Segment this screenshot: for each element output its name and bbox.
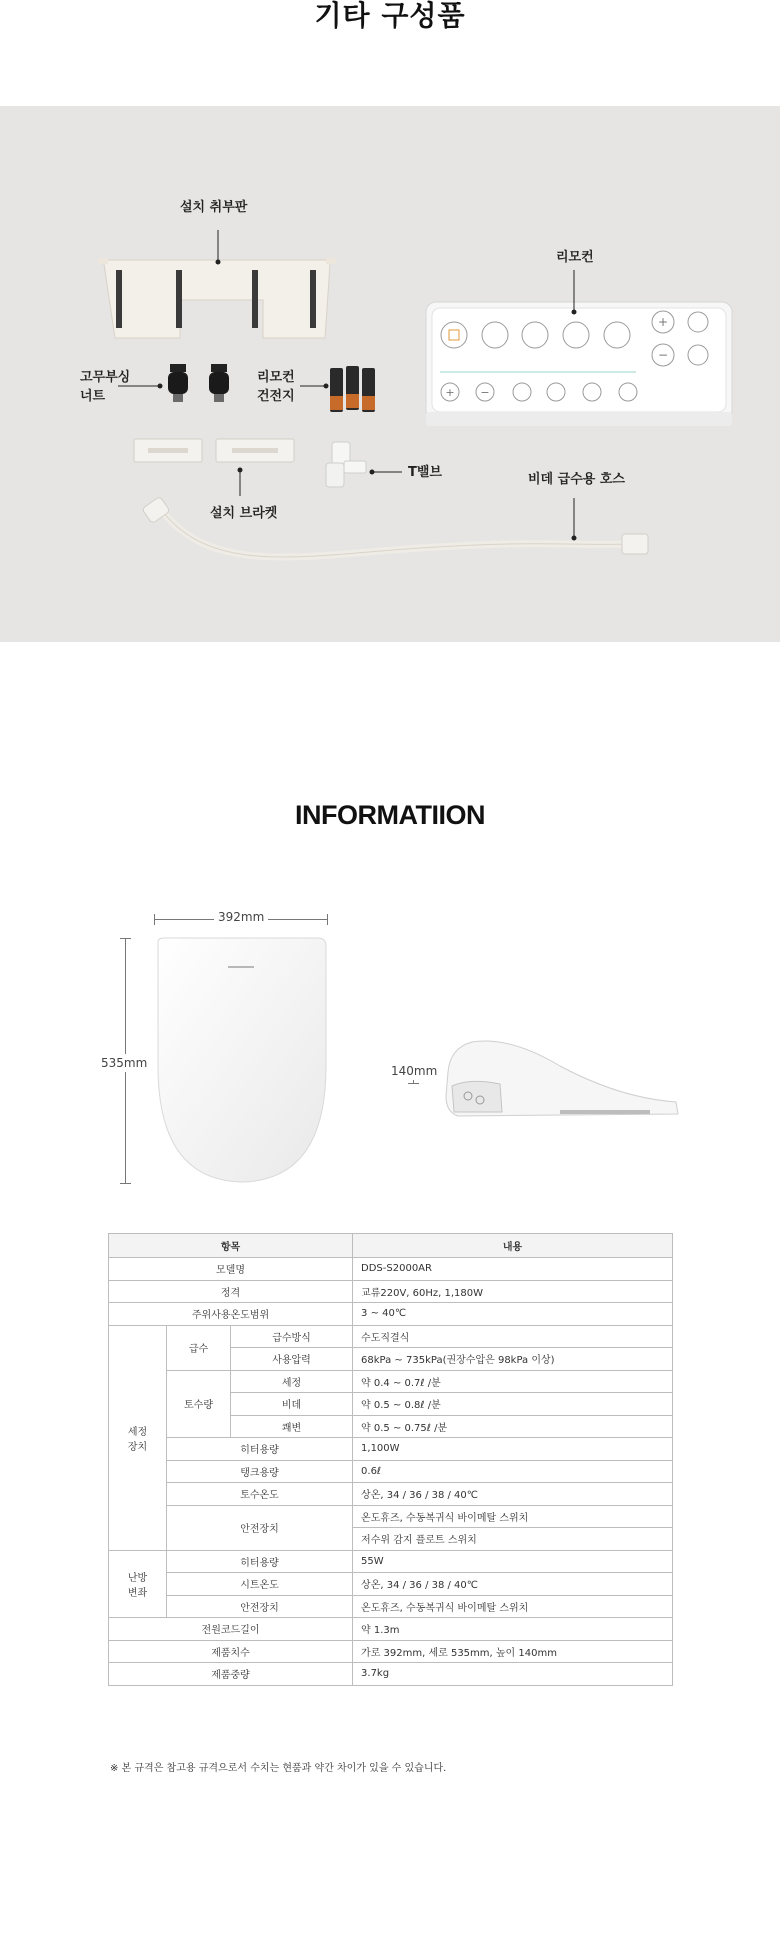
label-battery: 리모컨 건전지 [257,370,295,404]
row-label-cord: 전원코드길이 [109,1618,353,1641]
remote-image [426,302,732,426]
row-label-pressure: 사용압력 [231,1348,353,1371]
row-value-pressure: 68kPa ~ 735kPa(권장수압은 98kPa 이상) [353,1348,673,1371]
header-content: 내용 [353,1234,673,1258]
depth-value: 535mm [101,1056,148,1070]
spec-table [108,1233,673,1686]
row-value-cord: 약 1.3m [353,1618,673,1641]
table-row [109,1370,673,1393]
row-label-water-temp: 토수온도 [167,1483,353,1506]
table-row [109,1483,673,1506]
table-row [109,1550,673,1573]
table-row [109,1595,673,1618]
subgroup-label-flow: 토수량 [167,1370,231,1438]
row-label-seat-temp: 시트온도 [167,1573,353,1596]
row-label-weight: 제품중량 [109,1663,353,1686]
row-label-flow-wash: 세정 [231,1370,353,1393]
row-value-safety-2: 저수위 감지 플로트 스위치 [353,1528,673,1551]
group-label-wash: 세정 장치 [109,1325,167,1550]
row-label-supply-method: 급수방식 [231,1325,353,1348]
table-row [109,1618,673,1641]
row-value-heat-safety: 온도휴즈, 수동복귀식 바이메탈 스위치 [353,1595,673,1618]
label-mounting-plate: 설치 취부판 [180,200,248,215]
row-label-heat-safety: 안전장치 [167,1595,353,1618]
row-value-flow-wash: 약 0.4 ~ 0.7ℓ /분 [353,1370,673,1393]
group-label-heat-seat: 난방 변좌 [109,1550,167,1618]
section-title-components: 기타 구성품 [314,0,466,32]
t-valve-image [326,442,366,487]
row-value-rating: 교류220V, 60Hz, 1,180W [353,1280,673,1303]
row-value-water-temp: 상온, 34 / 36 / 38 / 40℃ [353,1483,673,1506]
row-value-weight: 3.7kg [353,1663,673,1686]
row-label-tank: 탱크용량 [167,1460,353,1483]
row-label-model: 모델명 [109,1258,353,1281]
table-row [109,1573,673,1596]
row-value-temp: 3 ~ 40℃ [353,1303,673,1326]
rubber-nut-image [168,364,229,402]
row-value-model: DDS-S2000AR [353,1258,673,1281]
svg-text:+: + [657,315,669,329]
seat-side-view-image [440,1032,680,1124]
row-label-flow-bidet: 비데 [231,1393,353,1416]
label-bracket: 설치 브라켓 [210,506,278,521]
section-title-information: INFORMATIION [295,800,485,830]
components-photo [0,106,780,642]
row-label-heater: 히터용량 [167,1438,353,1461]
row-value-size: 가로 392mm, 세로 535mm, 높이 140mm [353,1640,673,1663]
table-row [109,1640,673,1663]
table-row [109,1663,673,1686]
table-row [109,1325,673,1348]
header-item: 항목 [109,1234,353,1258]
subgroup-label-supply: 급수 [167,1325,231,1370]
battery-image [330,366,375,412]
mounting-plate-image [98,258,336,338]
table-row [109,1505,673,1528]
label-remote: 리모컨 [556,250,594,265]
table-row [109,1258,673,1281]
row-value-safety-1: 온도휴즈, 수동복귀식 바이메탈 스위치 [353,1505,673,1528]
height-value: 140mm [391,1064,438,1078]
table-row [109,1280,673,1303]
row-label-flow-easy: 쾌변 [231,1415,353,1438]
table-header-row [109,1234,673,1258]
row-value-flow-bidet: 약 0.5 ~ 0.8ℓ /분 [353,1393,673,1416]
label-hose: 비데 급수용 호스 [528,472,625,487]
row-value-flow-easy: 약 0.5 ~ 0.75ℓ /분 [353,1415,673,1438]
row-value-supply-method: 수도직결식 [353,1325,673,1348]
row-label-heat-heater: 히터용량 [167,1550,353,1573]
svg-text:−: − [657,348,669,362]
table-row [109,1460,673,1483]
dimensions-diagram [0,900,780,1200]
row-label-safety: 안전장치 [167,1505,353,1550]
row-label-temp: 주위사용온도범위 [109,1303,353,1326]
table-row [109,1303,673,1326]
seat-top-view-image [150,936,334,1188]
table-row [109,1438,673,1461]
bracket-image [134,439,294,462]
label-rubber-nut: 고무부싱 너트 [80,370,131,404]
row-value-heat-heater: 55W [353,1550,673,1573]
svg-text:−: − [480,386,490,399]
row-value-seat-temp: 상온, 34 / 36 / 38 / 40℃ [353,1573,673,1596]
label-t-valve: T밸브 [408,465,442,480]
width-value: 392mm [214,910,268,924]
row-value-tank: 0.6ℓ [353,1460,673,1483]
row-label-rating: 정격 [109,1280,353,1303]
row-value-heater: 1,100W [353,1438,673,1461]
svg-text:+: + [445,386,455,399]
row-label-size: 제품치수 [109,1640,353,1663]
spec-note: ※ 본 규격은 참고용 규격으로서 수치는 현품과 약간 차이가 있을 수 있습니다. [110,1763,447,1774]
